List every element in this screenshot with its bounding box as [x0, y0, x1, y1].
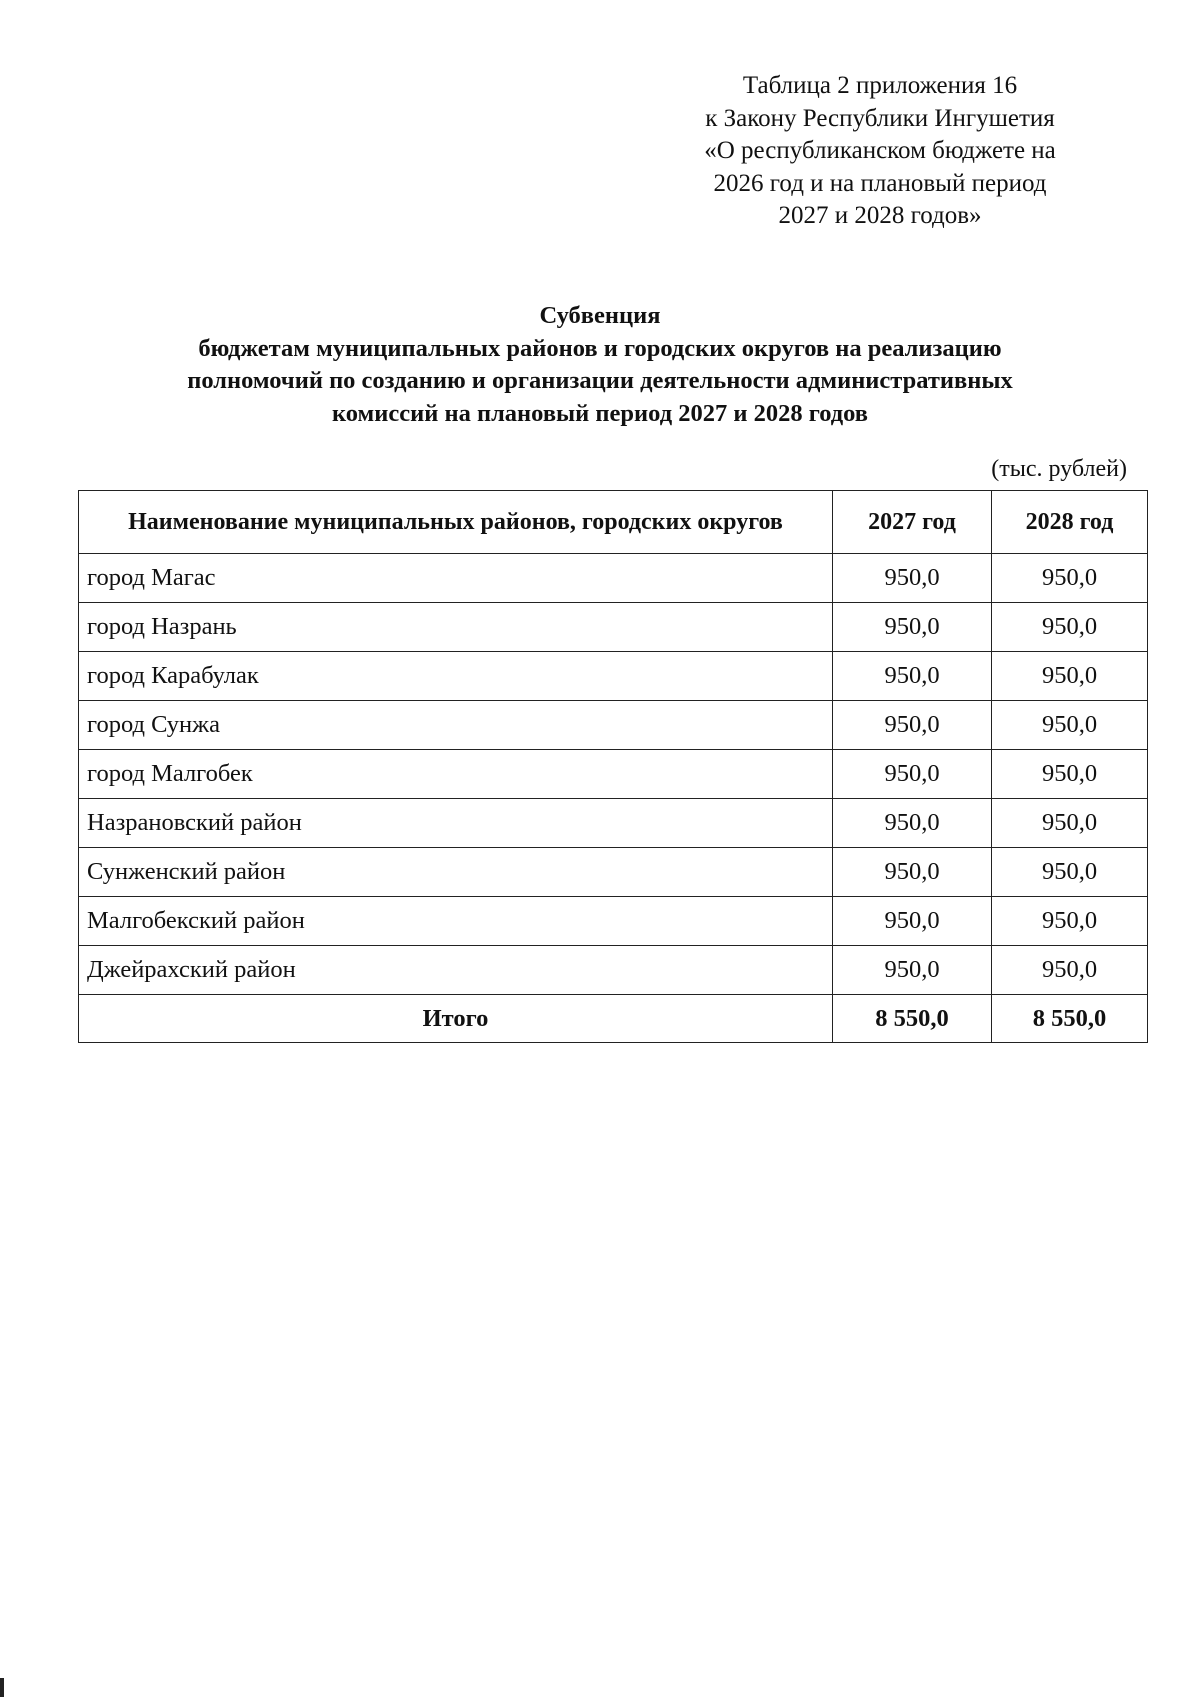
- table-row: [79, 848, 1148, 897]
- header-2028: 2028 год: [992, 491, 1148, 554]
- row-name: Малгобекский район: [79, 897, 833, 946]
- row-name: город Магас: [79, 554, 833, 603]
- total-label: Итого: [79, 995, 833, 1043]
- table-row: [79, 554, 1148, 603]
- document-title: [100, 300, 1100, 430]
- appendix-line: к Закону Республики Ингушетия: [705, 104, 1055, 132]
- table-row: [79, 603, 1148, 652]
- row-value-2028: 950,0: [992, 799, 1148, 848]
- row-value-2028: 950,0: [992, 897, 1148, 946]
- row-value-2027: 950,0: [833, 946, 992, 995]
- row-value-2027: 950,0: [833, 554, 992, 603]
- subvention-table-container: [78, 490, 1147, 1043]
- row-value-2027: 950,0: [833, 603, 992, 652]
- row-value-2028: 950,0: [992, 946, 1148, 995]
- table-row: [79, 701, 1148, 750]
- row-value-2027: 950,0: [833, 799, 992, 848]
- units-label: (тыс. рублей): [991, 456, 1127, 482]
- row-name: город Карабулак: [79, 652, 833, 701]
- row-name: Назрановский район: [79, 799, 833, 848]
- appendix-line: 2026 год и на плановый период: [713, 169, 1047, 197]
- table-row: [79, 897, 1148, 946]
- appendix-line: «О республиканском бюджете на: [704, 137, 1056, 164]
- title-line: бюджетам муниципальных районов и городских округов на реализацию: [198, 334, 1002, 362]
- appendix-reference: [660, 70, 1100, 233]
- row-value-2027: 950,0: [833, 750, 992, 799]
- row-value-2027: 950,0: [833, 701, 992, 750]
- title-line: полномочий по созданию и организации деятельности административных: [187, 367, 1013, 394]
- table-row: [79, 652, 1148, 701]
- row-value-2028: 950,0: [992, 554, 1148, 603]
- row-value-2028: 950,0: [992, 603, 1148, 652]
- table-row: [79, 750, 1148, 799]
- appendix-line: 2027 и 2028 годов»: [778, 202, 982, 229]
- title-line: комиссий на плановый период 2027 и 2028 годов: [331, 399, 869, 427]
- row-name: Сунженский район: [79, 848, 833, 897]
- row-value-2027: 950,0: [833, 652, 992, 701]
- header-name: Наименование муниципальных районов, городских округов: [79, 491, 833, 554]
- row-value-2028: 950,0: [992, 701, 1148, 750]
- appendix-line: Таблица 2 приложения 16: [742, 72, 1018, 99]
- table-total-row: [79, 995, 1148, 1043]
- row-value-2027: 950,0: [833, 897, 992, 946]
- row-name: город Назрань: [79, 603, 833, 652]
- row-value-2028: 950,0: [992, 652, 1148, 701]
- row-value-2027: 950,0: [833, 848, 992, 897]
- title-heading: Субвенция: [539, 302, 661, 329]
- total-value-2028: 8 550,0: [992, 995, 1148, 1043]
- table-row: [79, 946, 1148, 995]
- table-header-row: [79, 491, 1148, 554]
- row-value-2028: 950,0: [992, 750, 1148, 799]
- row-value-2028: 950,0: [992, 848, 1148, 897]
- total-value-2027: 8 550,0: [833, 995, 992, 1043]
- row-name: Джейрахский район: [79, 946, 833, 995]
- row-name: город Сунжа: [79, 701, 833, 750]
- header-2027: 2027 год: [833, 491, 992, 554]
- row-name: город Малгобек: [79, 750, 833, 799]
- scan-edge-mark: [0, 1678, 4, 1697]
- subvention-table: [78, 490, 1148, 1043]
- table-row: [79, 799, 1148, 848]
